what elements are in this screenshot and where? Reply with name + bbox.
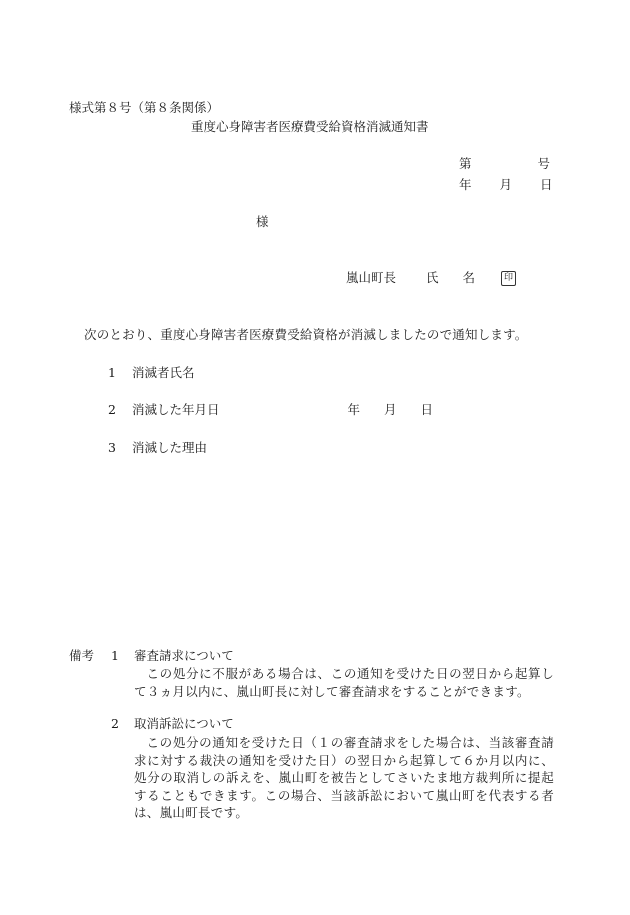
issue-year: 年 [459,177,472,192]
form-label: 様式第８号（第８条関係） [69,100,220,115]
issuer-title: 嵐山町長 [346,270,397,285]
number-suffix: 号 [537,156,551,171]
issue-month: 月 [499,177,513,192]
issuer-name-2: 名 [462,270,476,285]
item-deceased-name [108,365,195,381]
issue-date [459,177,553,193]
addressee: 様 [256,214,269,229]
item-number: 1 [108,365,116,380]
issuer-name-1: 氏 [426,270,439,285]
intro-text: 次のとおり、重度心身障害者医療費受給資格が消滅しましたので通知します。 [84,327,528,342]
remark-body-review: この処分に不服がある場合は、この通知を受けた日の翌日から起算して３ヵ月以内に、嵐山町長に対して審査請求をすることができます。 [134,666,554,699]
seal-mark: 印 [501,271,516,286]
item-number: 3 [108,440,116,455]
document-title: 重度心身障害者医療費受給資格消滅通知書 [191,119,429,134]
remark-number: 2 [111,716,119,731]
item-label: 消滅者氏名 [132,365,195,380]
item-lapse-date [108,402,433,418]
remarks-label: 備考 [69,648,95,663]
remark-title-review: 審査請求について [134,648,234,663]
issuer [346,270,516,286]
item-label: 消滅した理由 [132,440,208,455]
issue-day: 日 [540,177,553,192]
lapse-month: 月 [384,402,397,417]
lapse-year: 年 [347,402,361,417]
remark-title-lawsuit: 取消訴訟について [134,716,234,731]
item-number: 2 [108,402,116,417]
lapse-day: 日 [420,402,434,417]
remark-number: 1 [111,648,119,663]
item-label: 消滅した年月日 [132,402,220,417]
item-lapse-reason [108,440,207,456]
document-number [459,156,550,172]
number-prefix: 第 [459,156,472,171]
remark-body-lawsuit: この処分の通知を受けた日（１の審査請求をした場合は、当該審査請求に対する裁決の通知を受けた日）の翌日から起算して６か月以内に、処分の取消しの訴えを、嵐山町を被告としてさいたま地方裁判所に提起することもできます。この場合、当該訴訟において嵐山町を代表する者は、嵐山町長です。 [134,735,554,820]
